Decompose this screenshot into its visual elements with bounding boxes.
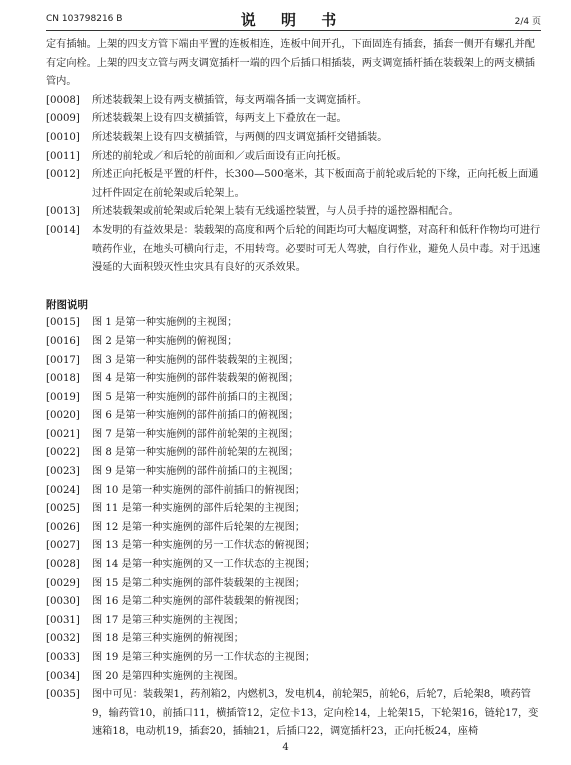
paragraph-number: [0023] (46, 466, 80, 478)
figure-item (46, 519, 541, 538)
figure-description: 图 8 是第一种实施例的部件前轮架的左视图； (92, 447, 299, 459)
figure-item (46, 426, 541, 445)
paragraph (46, 148, 541, 167)
paragraph-text: 所述装载架或前轮架或后轮架上装有无线遥控装置，与人员手持的遥控器相配合。 (92, 206, 459, 218)
figure-item (46, 649, 541, 668)
figure-description: 图 9 是第一种实施例的部件前插口的主视图； (92, 466, 299, 478)
figure-description: 图 17 是第三种实施例的主视图； (92, 614, 244, 626)
paragraph-number: [0024] (46, 484, 80, 496)
figure-description: 图 20 是第四种实施例的主视图。 (92, 670, 244, 682)
figure-description: 图 13 是第一种实施例的另一工作状态的俯视图； (92, 540, 316, 552)
figure-item (46, 352, 541, 371)
patent-number: CN 103798216 B (46, 14, 123, 24)
paragraph-number: [0033] (46, 652, 80, 663)
paragraph-number: [0034] (46, 670, 80, 682)
paragraph (46, 203, 541, 222)
figure-description: 图 3 是第一种实施例的部件装载架的主视图； (92, 354, 299, 366)
paragraph (46, 92, 541, 111)
figure-item (46, 333, 541, 352)
paragraph-number: [0021] (46, 428, 80, 440)
paragraph-number: [0012] (46, 169, 80, 181)
figure-description: 图 7 是第一种实施例的部件前轮架的主视图； (92, 428, 299, 440)
paragraph-number: [0035] (46, 689, 80, 701)
paragraph-text: 本发明的有益效果是：装载架的高度和两个后轮的间距均可大幅度调整，对高秆和低秆作物均可进行喷药作业，在地头可横向行走，不用转弯。必要时可无人驾驶，自行作业，避免人员中毒。对于迅速漫延的大面积毁灭性虫灾具有良好的灭杀效果。 (92, 224, 541, 274)
figure-item (46, 630, 541, 649)
figure-item (46, 407, 541, 426)
figure-description: 图 5 是第一种实施例的部件前插口的主视图； (92, 391, 299, 403)
document-title: 说 明 书 (240, 11, 347, 29)
figure-item (46, 500, 541, 519)
figure-description: 图 12 是第一种实施例的部件后轮架的左视图； (92, 521, 306, 533)
figure-description: 图 19 是第三种实施例的另一工作状态的主视图； (92, 652, 316, 663)
paragraph (46, 166, 541, 203)
paragraph (46, 129, 541, 148)
figure-item (46, 314, 541, 333)
figure-item (46, 463, 541, 482)
paragraph-number: [0017] (46, 354, 80, 366)
page-number: 4 (282, 742, 289, 753)
figure-description: 图 16 是第二种实施例的部件装载架的俯视图； (92, 596, 306, 608)
figure-description: 图 1 是第一种实施例的主视图； (92, 317, 238, 329)
paragraph-number: [0011] (46, 150, 80, 162)
paragraph-number: [0025] (46, 503, 80, 515)
paragraph-number: [0014] (46, 224, 80, 236)
paragraph-text: 所述装载架上设有两支横插管，每支两端各插一支调宽插杆。 (92, 94, 368, 106)
figure-item (46, 537, 541, 556)
paragraph-number: [0010] (46, 131, 80, 143)
paragraph (46, 222, 541, 278)
figure-item (46, 575, 541, 594)
figure-description: 图 14 是第一种实施例的又一工作状态的主视图； (92, 559, 316, 571)
paragraph-number: [0018] (46, 373, 80, 385)
figure-description: 图 6 是第一种实施例的部件前插口的俯视图； (92, 410, 299, 422)
figure-item (46, 389, 541, 408)
figure-description: 图 11 是第一种实施例的部件后轮架的主视图； (92, 503, 306, 515)
paragraph-number: [0026] (46, 521, 80, 533)
paragraph-number: [0030] (46, 596, 80, 608)
paragraph-number: [0032] (46, 633, 80, 645)
section-heading: 附图说明 (46, 298, 88, 311)
figure-item (46, 370, 541, 389)
paragraph-number: [0008] (46, 94, 80, 106)
paragraph-text: 图中可见：装载架1，药剂箱2，内燃机3，发电机4，前轮架5，前轮6，后轮7，后轮架8，喷药管9，输药管10，前插口11，横插管12，定位卡13，定向栓14，上轮架15，下轮架16，链轮17，变速箱18，电动机19，插套20，插轴21，后插口22，调宽插杆23，正向托板24，座椅 (92, 689, 539, 738)
paragraph-number: [0031] (46, 614, 80, 626)
figure-item (46, 444, 541, 463)
paragraph-number: [0015] (46, 317, 80, 329)
paragraph-number: [0019] (46, 391, 80, 403)
figure-item (46, 612, 541, 631)
paragraph-number: [0028] (46, 559, 80, 571)
paragraph-number: [0013] (46, 206, 80, 218)
paragraph-number: [0020] (46, 410, 80, 422)
figure-description: 图 4 是第一种实施例的部件装载架的俯视图； (92, 373, 299, 385)
paragraph (46, 686, 541, 742)
figure-item (46, 593, 541, 612)
paragraph-text: 所述正向托板是平置的杆件，长300—500毫米，其下板面高于前轮或后轮的下缘，正向托板上面通过杆件固定在前轮架或后轮架上。 (92, 169, 539, 199)
figure-item (46, 668, 541, 687)
paragraph-text: 所述装载架上设有四支横插管，每两支上下叠放在一起。 (92, 113, 347, 125)
figure-item (46, 482, 541, 501)
paragraph-text: 所述装载架上设有四支横插管，与两侧的四支调宽插杆交错插装。 (92, 131, 388, 143)
document-body (46, 36, 541, 742)
figure-item (46, 556, 541, 575)
page-header (46, 8, 541, 31)
paragraph-number: [0027] (46, 540, 80, 552)
figure-description: 图 15 是第二种实施例的部件装载架的主视图； (92, 577, 306, 589)
paragraph-number: [0016] (46, 335, 80, 347)
paragraph-number: [0022] (46, 447, 80, 459)
continuation-text: 定有插轴。上架的四支方管下端由平置的连板相连，连板中间开孔，下面固连有插套，插套一侧开有螺孔并配有定向栓。上架的四支立管与两支调宽插杆一端的四个后插口相插装，两支调宽插杆插在装载架上的两支横插管内。 (46, 39, 535, 88)
figure-description: 图 10 是第一种实施例的部件前插口的俯视图； (92, 484, 306, 496)
figure-description: 图 18 是第三种实施例的俯视图； (92, 633, 244, 645)
paragraph-number: [0009] (46, 113, 80, 125)
figure-description: 图 2 是第一种实施例的俯视图； (92, 335, 238, 347)
paragraph (46, 110, 541, 129)
paragraph-text: 所述的前轮或／和后轮的前面和／或后面设有正向托板。 (92, 150, 347, 162)
page-indicator: 2/4 页 (514, 17, 541, 27)
paragraph-number: [0029] (46, 577, 80, 589)
